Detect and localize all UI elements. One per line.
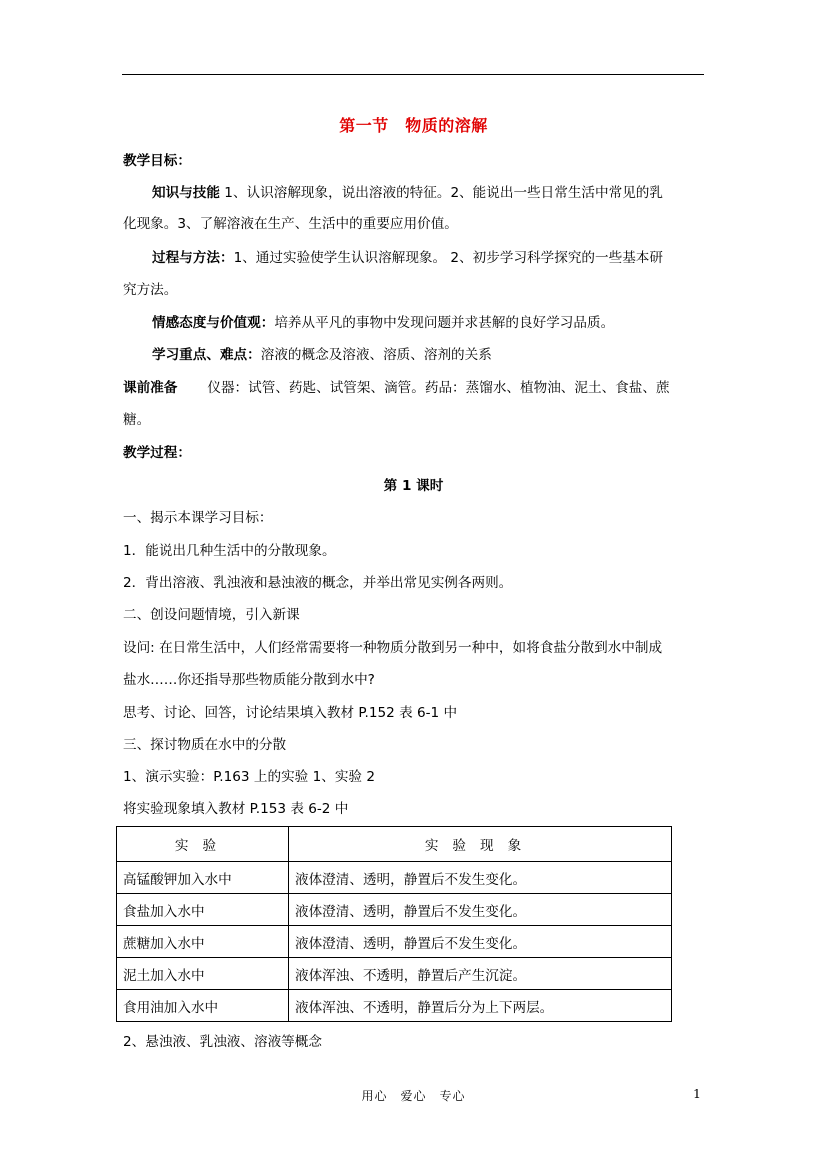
prep-label: 课前准备 — [123, 380, 178, 396]
table-cell-experiment: 泥土加入水中 — [117, 958, 289, 990]
body-line: 一、揭示本课学习目标： — [123, 510, 273, 526]
attitude-text: 培养从平凡的事物中发现问题并求甚解的良好学习品质。 — [274, 315, 615, 331]
table-row — [117, 894, 672, 926]
header-rule — [122, 74, 704, 75]
table-row — [117, 862, 672, 894]
focus-text: 溶液的概念及溶液、溶质、溶剂的关系 — [260, 347, 492, 363]
knowledge-text-1: 1、认识溶解现象，说出溶液的特征。2、能说出一些日常生活中常见的乳 — [224, 185, 663, 201]
attitude-line — [152, 314, 614, 332]
body-line: 思考、讨论、回答，讨论结果填入教材 P.152 表 6-1 中 — [123, 705, 458, 721]
prep-line — [123, 379, 670, 397]
table-row — [117, 990, 672, 1022]
table-cell-phenomenon: 液体浑浊、不透明，静置后产生沉淀。 — [289, 958, 672, 990]
lesson-heading: 第 1 课时 — [383, 478, 444, 494]
knowledge-line — [152, 184, 663, 202]
body-line: 三、探讨物质在水中的分散 — [123, 737, 287, 753]
body-line: 1．能说出几种生活中的分散现象。 — [123, 543, 336, 559]
table-cell-phenomenon: 液体澄清、透明，静置后不发生变化。 — [289, 926, 672, 958]
body-line: 将实验现象填入教材 P.153 表 6-2 中 — [123, 801, 349, 817]
process-line — [152, 249, 663, 267]
body-line: 盐水……你还指导那些物质能分散到水中? — [123, 672, 375, 688]
objectives-heading: 教学目标： — [123, 153, 191, 169]
body-line: 设问: 在日常生活中，人们经常需要将一种物质分散到另一种中，如将食盐分散到水中制成 — [123, 640, 663, 656]
table-header-experiment: 实验 — [117, 827, 289, 862]
table-header-row — [117, 827, 672, 862]
knowledge-label: 知识与技能 — [152, 185, 220, 201]
table-cell-experiment: 食用油加入水中 — [117, 990, 289, 1022]
table-cell-experiment: 食盐加入水中 — [117, 894, 289, 926]
after-table-line: 2、悬浊液、乳浊液、溶液等概念 — [123, 1034, 322, 1050]
focus-label: 学习重点、难点： — [152, 347, 261, 363]
table-cell-phenomenon: 液体澄清、透明，静置后不发生变化。 — [289, 894, 672, 926]
table-header-phenomenon: 实验现象 — [289, 827, 672, 862]
knowledge-text-2: 化现象。3、了解溶液在生产、生活中的重要应用价值。 — [123, 216, 458, 232]
table-cell-experiment: 高锰酸钾加入水中 — [117, 862, 289, 894]
table-row — [117, 926, 672, 958]
experiment-table — [116, 826, 672, 1022]
page-footer: 用心 爱心 专心 — [361, 1089, 466, 1103]
process-label: 过程与方法： — [152, 250, 234, 266]
prep-text-2: 糖。 — [123, 412, 151, 428]
table-cell-phenomenon: 液体浑浊、不透明，静置后分为上下两层。 — [289, 990, 672, 1022]
prep-text-1: 仪器：试管、药匙、试管架、滴管。药品：蒸馏水、植物油、泥土、食盐、蔗 — [207, 380, 670, 396]
table-cell-phenomenon: 液体澄清、透明，静置后不发生变化。 — [289, 862, 672, 894]
process-text-1: 1、通过实验使学生认识溶解现象。 2、初步学习科学探究的一些基本研 — [233, 250, 663, 266]
body-line: 二、创设问题情境，引入新课 — [123, 607, 300, 623]
table-row — [117, 958, 672, 990]
page-number: 1 — [693, 1086, 701, 1101]
process-heading: 教学过程： — [123, 445, 191, 461]
body-line: 2．背出溶液、乳浊液和悬浊液的概念，并举出常见实例各两则。 — [123, 575, 513, 591]
process-text-2: 究方法。 — [123, 282, 178, 298]
attitude-label: 情感态度与价值观： — [152, 315, 275, 331]
table-cell-experiment: 蔗糖加入水中 — [117, 926, 289, 958]
focus-line — [152, 346, 492, 364]
body-line: 1、演示实验：P.163 上的实验 1、实验 2 — [123, 769, 375, 785]
page-title: 第一节 物质的溶解 — [339, 116, 488, 135]
